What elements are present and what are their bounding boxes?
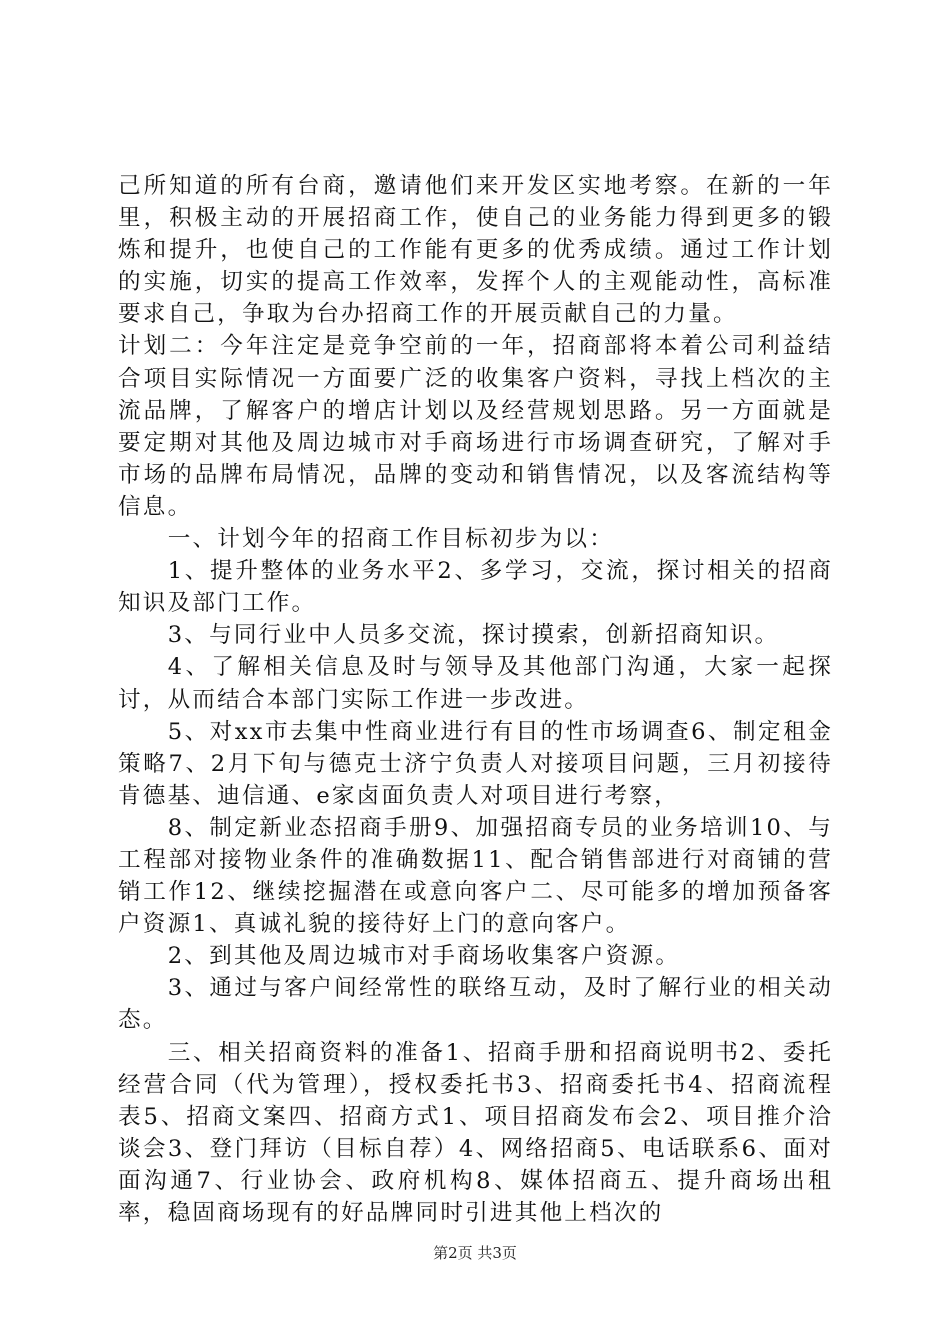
paragraph-11: 三、相关招商资料的准备1、招商手册和招商说明书2、委托经营合同（代为管理），授权委托书3、招商委托书4、招商流程表5、招商文案四、招商方式1、项目招商发布会2、项目推介洽谈会3、登门拜访（目标自荐）4、网络招商5、电话联系6、面对面沟通7、行业协会、政府机构8、媒体招商五、提升商场出租率，稳固商场现有的好品牌同时引进其他上档次的 (118, 1039, 833, 1226)
paragraph-6: 4、了解相关信息及时与领导及其他部门沟通，大家一起探讨，从而结合本部门实际工作进一步改进。 (118, 654, 833, 713)
paragraph-9: 2、到其他及周边城市对手商场收集客户资源。 (167, 943, 681, 970)
paragraph-8: 8、制定新业态招商手册9、加强招商专员的业务培训10、与工程部对接物业条件的准确数据11、配合销售部进行对商铺的营销工作12、继续挖掘潜在或意向客户二、尽可能多的增加预备客户资源1、真诚礼貌的接待好上门的意向客户。 (118, 814, 833, 938)
paragraph-4: 1、提升整体的业务水平2、多学习，交流，探讨相关的招商知识及部门工作。 (118, 558, 833, 617)
paragraph-7: 5、对xx市去集中性商业进行有目的性市场调查6、制定租金策略7、2月下旬与德克士济宁负责人对接项目问题，三月初接待肯德基、迪信通、e家卤面负责人对项目进行考察， (118, 718, 833, 809)
paragraph-10: 3、通过与客户间经常性的联络互动，及时了解行业的相关动态。 (118, 975, 833, 1034)
paragraph-5: 3、与同行业中人员多交流，探讨摸索，创新招商知识。 (167, 622, 780, 649)
paragraph-1: 己所知道的所有台商，邀请他们来开发区实地考察。在新的一年里，积极主动的开展招商工作，使自己的业务能力得到更多的锻炼和提升，也使自己的工作能有更多的优秀成绩。通过工作计划的实施，切实的提高工作效率，发挥个人的主观能动性，高标准要求自己，争取为台办招商工作的开展贡献自己的力量。 (118, 173, 833, 328)
page-number-footer: 第2页 共3页 (433, 1244, 517, 1262)
document-body (118, 170, 833, 1229)
paragraph-3: 一、计划今年的招商工作目标初步为以： (167, 526, 615, 553)
paragraph-2: 计划二：今年注定是竞争空前的一年，招商部将本着公司利益结合项目实际情况一方面要广泛的收集客户资料，寻找上档次的主流品牌，了解客户的增店计划以及经营规划思路。另一方面就是要定期对其他及周边城市对手商场进行市场调查研究，了解对手市场的品牌布局情况，品牌的变动和销售情况，以及客流结构等信息。 (118, 333, 833, 520)
